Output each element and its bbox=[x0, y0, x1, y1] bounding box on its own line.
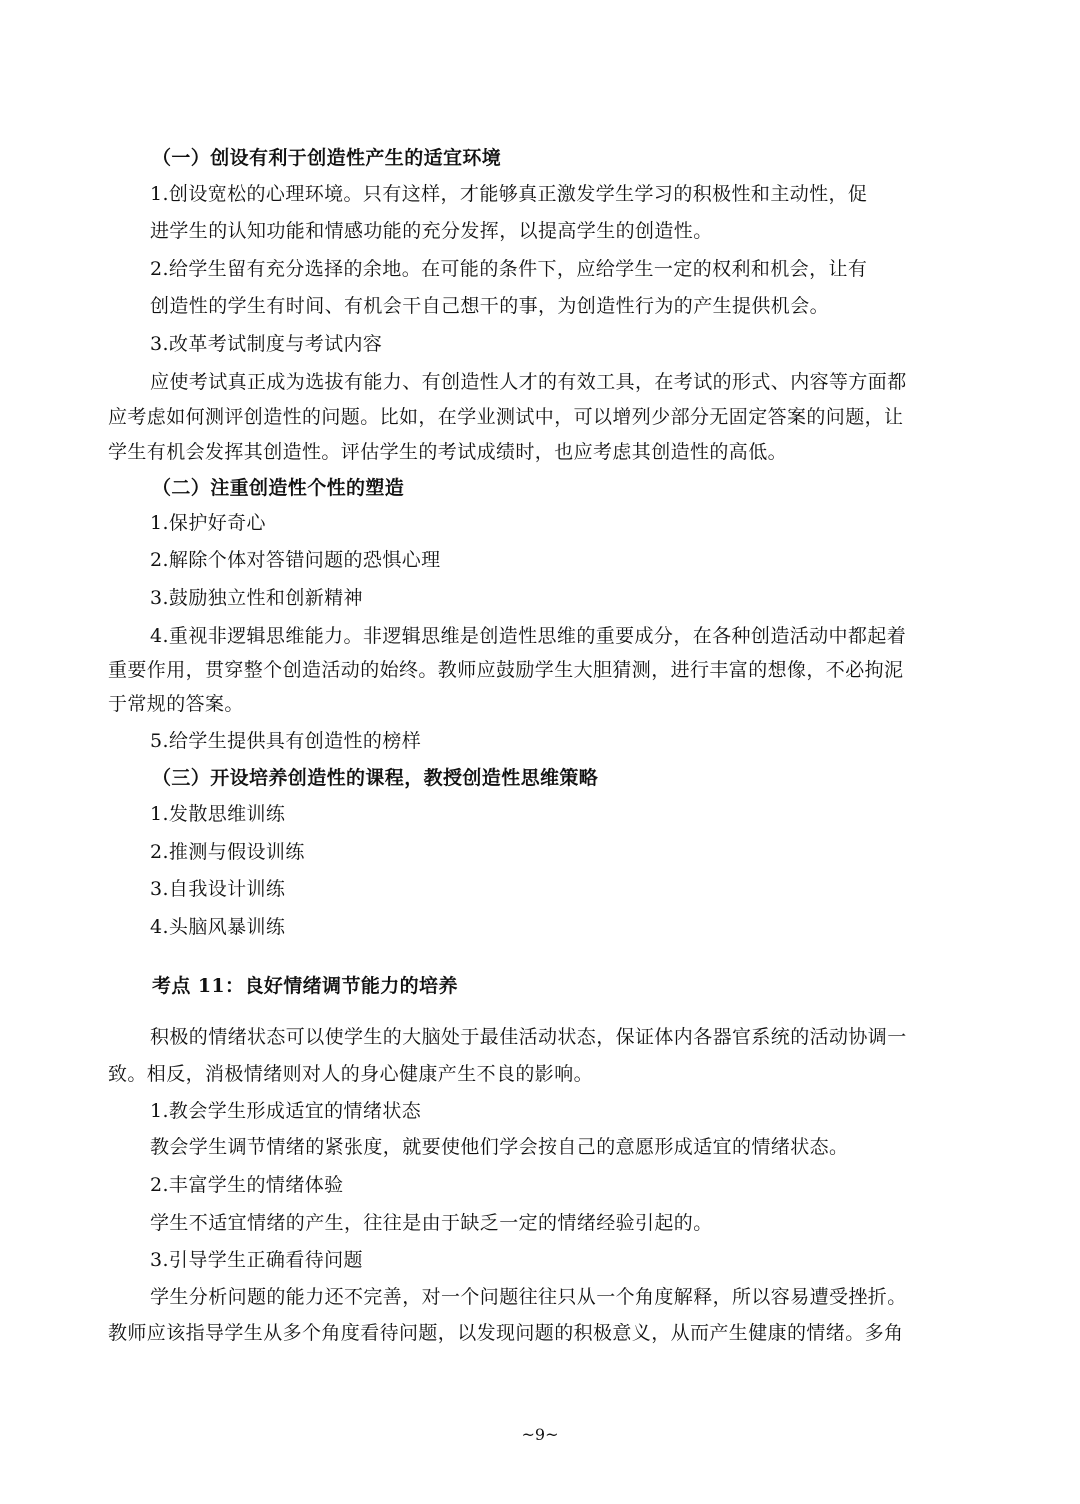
paragraph-line: 进学生的认知功能和情感功能的充分发挥，以提高学生的创造性。 bbox=[150, 220, 713, 242]
section-heading: （一）创设有利于创造性产生的适宜环境 bbox=[152, 147, 502, 169]
list-item: 3.自我设计训练 bbox=[150, 878, 286, 900]
paragraph-line: 创造性的学生有时间、有机会干自己想干的事，为创造性行为的产生提供机会。 bbox=[150, 295, 830, 317]
page-number: ~9~ bbox=[521, 1425, 559, 1444]
topic-heading: 考点 11：良好情绪调节能力的培养 bbox=[152, 975, 458, 997]
paragraph-line: 3.改革考试制度与考试内容 bbox=[150, 333, 383, 355]
list-item: 3.鼓励独立性和创新精神 bbox=[150, 587, 363, 609]
paragraph-line: 教会学生调节情绪的紧张度，就要使他们学会按自己的意愿形成适宜的情绪状态。 bbox=[150, 1136, 849, 1158]
paragraph-line: 重要作用，贯穿整个创造活动的始终。教师应鼓励学生大胆猜测，进行丰富的想像，不必拘泥 bbox=[108, 659, 904, 681]
list-item: 1.保护好奇心 bbox=[150, 512, 266, 534]
list-item: 4.头脑风暴训练 bbox=[150, 916, 286, 938]
list-item: 3.引导学生正确看待问题 bbox=[150, 1249, 363, 1271]
paragraph-line: 于常规的答案。 bbox=[108, 693, 244, 715]
paragraph-line: 2.给学生留有充分选择的余地。在可能的条件下，应给学生一定的权利和机会，让有 bbox=[150, 258, 868, 280]
list-item: 5.给学生提供具有创造性的榜样 bbox=[150, 730, 422, 752]
list-item: 2.丰富学生的情绪体验 bbox=[150, 1174, 344, 1196]
paragraph-line: 学生不适宜情绪的产生，往往是由于缺乏一定的情绪经验引起的。 bbox=[150, 1212, 713, 1234]
paragraph-line: 致。相反，消极情绪则对人的身心健康产生不良的影响。 bbox=[108, 1063, 594, 1085]
paragraph-line: 学生有机会发挥其创造性。评估学生的考试成绩时，也应考虑其创造性的高低。 bbox=[108, 441, 788, 463]
paragraph-line: 教师应该指导学生从多个角度看待问题，以发现问题的积极意义，从而产生健康的情绪。多角 bbox=[108, 1322, 904, 1344]
list-item: 2.推测与假设训练 bbox=[150, 841, 305, 863]
section-heading: （三）开设培养创造性的课程，教授创造性思维策略 bbox=[152, 767, 599, 789]
list-item: 2.解除个体对答错问题的恐惧心理 bbox=[150, 549, 441, 571]
list-item: 1.发散思维训练 bbox=[150, 803, 286, 825]
paragraph-line: 4.重视非逻辑思维能力。非逻辑思维是创造性思维的重要成分，在各种创造活动中都起着 bbox=[150, 625, 907, 647]
paragraph-line: 学生分析问题的能力还不完善，对一个问题往往只从一个角度解释，所以容易遭受挫折。 bbox=[150, 1286, 907, 1308]
paragraph-line: 应考虑如何测评创造性的问题。比如，在学业测试中，可以增列少部分无固定答案的问题，让 bbox=[108, 406, 904, 428]
paragraph-line: 应使考试真正成为选拔有能力、有创造性人才的有效工具，在考试的形式、内容等方面都 bbox=[150, 371, 907, 393]
paragraph-line: 积极的情绪状态可以使学生的大脑处于最佳活动状态，保证体内各器官系统的活动协调一 bbox=[150, 1026, 907, 1048]
list-item: 1.教会学生形成适宜的情绪状态 bbox=[150, 1100, 422, 1122]
paragraph-line: 1.创设宽松的心理环境。只有这样，才能够真正激发学生学习的积极性和主动性，促 bbox=[150, 183, 868, 205]
section-heading: （二）注重创造性个性的塑造 bbox=[152, 477, 405, 499]
